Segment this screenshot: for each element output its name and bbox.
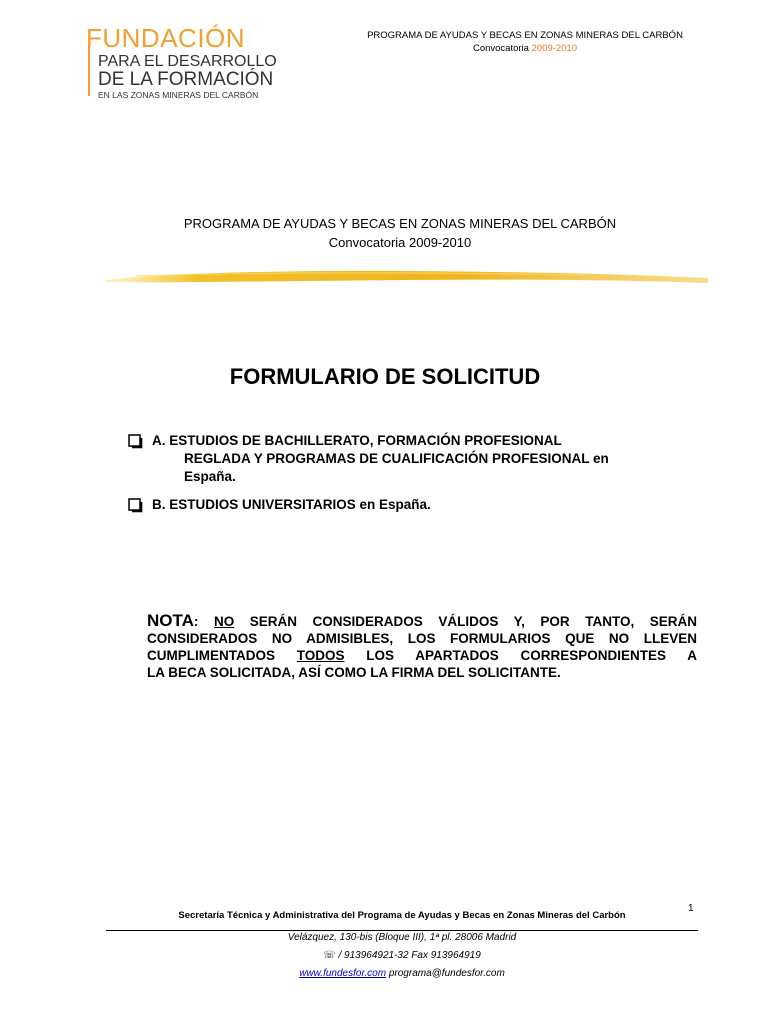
foundation-logo (86, 23, 286, 100)
logo-line-4: EN LAS ZONAS MINERAS DEL CARBÓN (98, 90, 259, 100)
footer-email: programa@fundesfor.com (386, 968, 505, 979)
option-b-line-1: B. ESTUDIOS UNIVERSITARIOS en España. (152, 497, 431, 512)
note-line-4: LA BECA SOLICITADA, ASÍ COMO LA FIRMA DEL SOLICITANTE. (147, 665, 561, 680)
page-number: 1 (688, 903, 694, 914)
website-link[interactable]: www.fundesfor.com (299, 968, 387, 979)
note-rest-1: SERÁN CONSIDERADOS VÁLIDOS Y, POR TANTO, SERÁN (234, 614, 697, 629)
note-no: NO (213, 614, 235, 629)
note-line-3 (147, 647, 697, 664)
logo-line-3: DE LA FORMACIÓN (98, 69, 274, 90)
logo-line-2: PARA EL DESARROLLO (98, 53, 277, 70)
option-a-line-1: A. ESTUDIOS DE BACHILLERATO, FORMACIÓN PROFESIONAL (152, 433, 562, 448)
page-header (330, 29, 720, 55)
note-label: NOTA (147, 611, 194, 630)
option-a-line-3: España. (184, 469, 236, 484)
footer-contact (104, 968, 700, 979)
note-colon: : (193, 614, 214, 629)
checkbox-icon[interactable] (128, 498, 143, 513)
note-line-2: CONSIDERADOS NO ADMISIBLES, LOS FORMULARIOS QUE NO LLEVEN (147, 631, 697, 646)
note-todos: TODOS (296, 648, 345, 663)
footer-divider (106, 930, 698, 931)
program-call: Convocatoria 2009-2010 (328, 235, 472, 250)
logo-bar (88, 46, 90, 96)
header-call-years: 2009-2010 (531, 43, 578, 54)
program-title: PROGRAMA DE AYUDAS Y BECAS EN ZONAS MINERAS DEL CARBÓN (183, 216, 617, 231)
checkbox-icon[interactable] (128, 434, 143, 449)
footer-phone: ☏ / 913964921-32 Fax 913964919 (323, 950, 481, 961)
header-call-label: Convocatoria (472, 43, 529, 54)
footer-title: Secretaría Técnica y Administrativa del Programa de Ayudas y Becas en Zonas Mineras del Carbón (178, 910, 626, 921)
note-line-3-post: LOS APARTADOS CORRESPONDIENTES A (344, 648, 697, 663)
option-a-line-2: REGLADA Y PROGRAMAS DE CUALIFICACIÓN PROFESIONAL en (184, 451, 609, 466)
header-call (330, 42, 720, 55)
header-program: PROGRAMA DE AYUDAS Y BECAS EN ZONAS MINERAS DEL CARBÓN (367, 30, 683, 41)
footer-address: Velázquez, 130-bis (Bloque III), 1ª pl. 28006 Madrid (287, 932, 517, 943)
note-block (147, 612, 697, 681)
note-line-1 (147, 612, 697, 630)
program-block (100, 214, 700, 252)
note-line-3-pre: CUMPLIMENTADOS (147, 648, 297, 663)
logo-line-1: FUNDACIÓN (86, 23, 246, 53)
form-title: FORMULARIO DE SOLICITUD (229, 364, 541, 389)
decorative-swoosh (106, 266, 708, 288)
